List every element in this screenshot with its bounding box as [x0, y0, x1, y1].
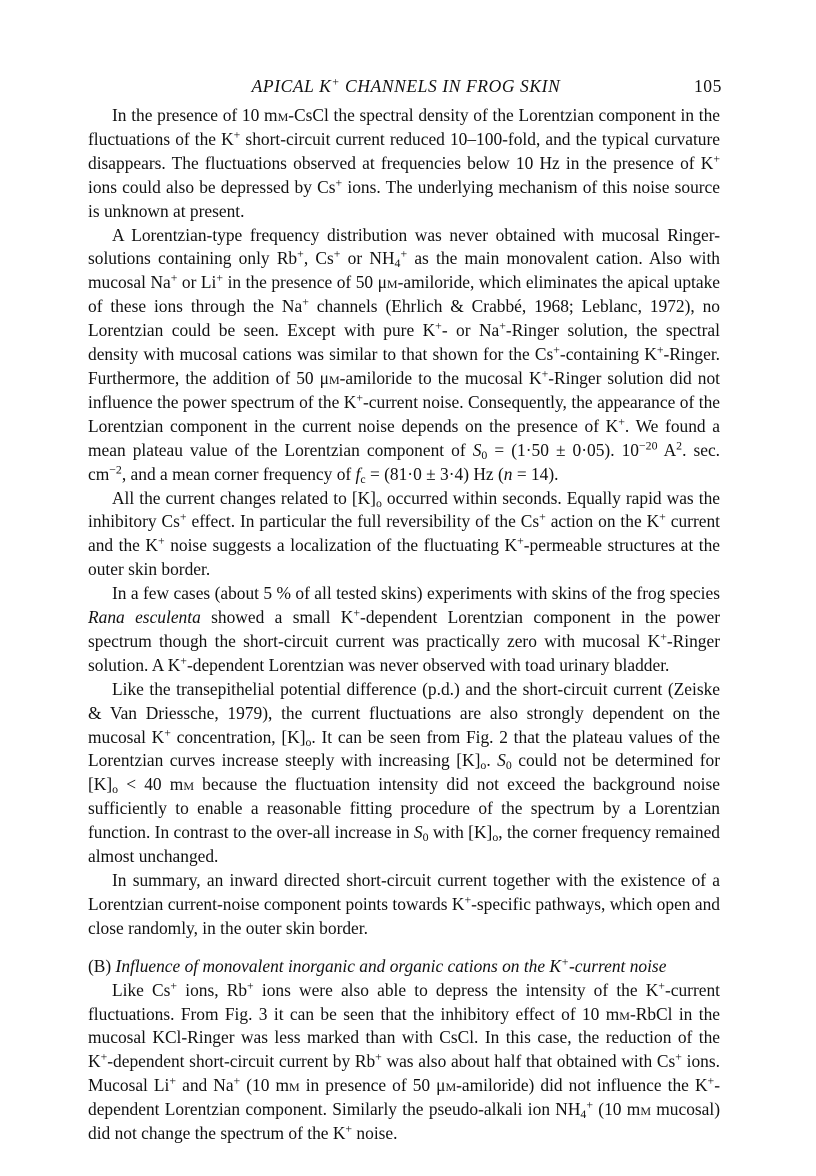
paragraph-cs-inhibition: In the presence of 10 mm-CsCl the spectral density of the Lorentzian component in the fluctuations of the K+ short-circuit current reduced 10–100-fold, and the typical curvature disappears. The fluctuations observed at frequencies below 10 Hz in the presence of K+ ions could also be depressed by Cs+ ions. The underlying mechanism of this noise source is unknown at present. [88, 105, 720, 221]
section-b-label: (B) [88, 955, 112, 976]
paragraph-rana-esculenta: In a few cases (about 5 % of all tested skins) experiments with skins of the frog species Rana esculenta showed a small K+-dependent Lorentzian component in the power spectrum though the short-circuit current was practically zero with mucosal K+-Ringer solution. A K+-dependent Lorentzian was never observed with toad urinary bladder. [88, 583, 720, 675]
article-body [88, 104, 720, 1146]
paragraph-rb-effect: Like Cs+ ions, Rb+ ions were also able to depress the intensity of the K+-current fluctuations. From Fig. 3 it can be seen that the inhibitory effect of 10 mm-RbCl in the mucosal KCl-Ringer was less marked than with CsCl. In this case, the reduction of the K+-dependent short-circuit current by Rb+ was also about half that obtained with Cs+ ions. Mucosal Li+ and Na+ (10 mm in presence of 50 μm-amiloride) did not influence the K+-dependent Lorentzian component. Similarly the pseudo-alkali ion $NH_4^+$ (10 mm mucosal) did not change the spectrum of the K+ noise. [88, 978, 721, 1144]
running-title: APICAL K+ CHANNELS IN FROG SKIN [251, 74, 561, 96]
page-header [88, 76, 724, 100]
paragraph-current-changes: All the current changes related to $[K]_o$ occurred within seconds. Equally rapid was the inhibitory Cs+ effect. In particular the full reversibility of the Cs+ action on the K+ current and the K+ noise suggests a localization of the fluctuating K+-permeable structures at the outer skin border. [88, 487, 721, 580]
paragraph-potassium-dependence: Like the transepithelial potential difference (p.d.) and the short-circuit current (Zeiske & Van Driessche, 1979), the current fluctuations are also strongly dependent on the mucosal K+ concentration, $[K]_o$. It can be seen from Fig. 2 that the plateau values of the Lorentzian curves increase steeply with increasing $[K]_o$. $S_0$ could not be determined for $[K]_o < 40$ mm because the fluctuation intensity did not exceed the background noise sufficiently to enable a reasonable fitting procedure of the spectrum by a Lorentzian function. In contrast to the over-all increase in $S_0$ with $[K]_o$, the corner frequency remained almost unchanged. [88, 678, 720, 867]
section-b-title: Influence of monovalent inorganic and organic cations on the K+-current noise [115, 954, 667, 976]
page-number: 105 [693, 76, 722, 96]
section-b-heading [88, 955, 720, 979]
paragraph-lorentzian-cations: A Lorentzian-type frequency distribution was never obtained with mucosal Ringer-solutions containing only Rb+, Cs+ or $NH_4^+$ as the main monovalent cation. Also with mucosal Na+ or Li+ in the presence of 50 μm-amiloride, which eliminates the apical uptake of these ions through the Na+ channels (Ehrlich & Crabbé, 1968; Leblanc, 1972), no Lorentzian could be seen. Except with pure K+- or Na+-Ringer solution, the spectral density with mucosal cations was similar to that shown for the Cs+-containing K+-Ringer. Furthermore, the addition of 50 μm-amiloride to the mucosal K+-Ringer solution did not influence the power spectrum of the K+-current noise. Consequently, the appearance of the Lorentzian component in the current noise depends on the presence of K+. We found a mean plateau value of the Lorentzian component of $S_0 = (1\cdot 50 \pm 0\cdot 05)$. $10^{-20}$ $A^2$. sec. $cm^{-2}$, and a mean corner frequency of $f_c = (81\cdot 0 \pm 3\cdot 4)$ Hz (n = 14). [88, 224, 721, 486]
section-gap [88, 941, 720, 955]
paragraph-summary: In summary, an inward directed short-circuit current together with the existence of a Lorentzian current-noise component points towards K+-specific pathways, which open and close randomly, in the outer skin border. [88, 870, 720, 938]
